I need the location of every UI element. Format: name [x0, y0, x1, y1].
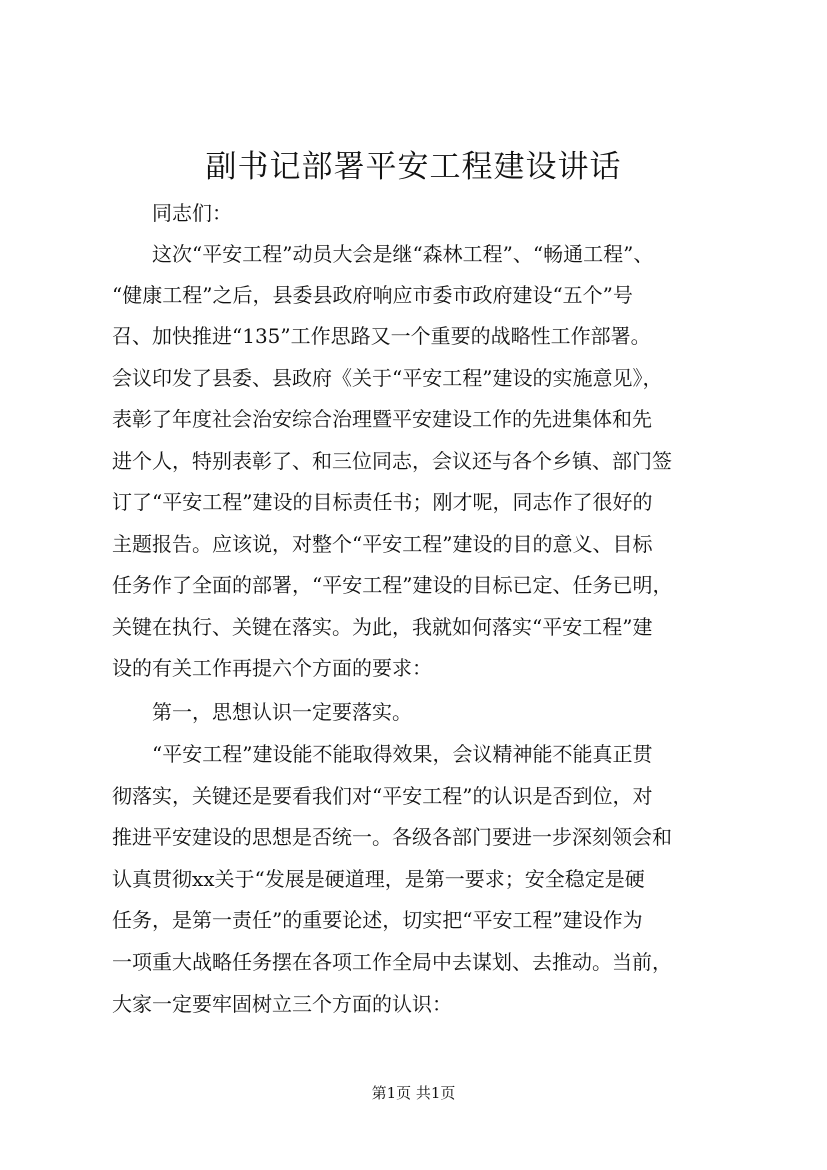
paragraph-line: 会议印发了县委、县政府《关于“平安工程”建设的实施意见》， — [112, 366, 663, 390]
paragraph-line: 设的有关工作再提六个方面的要求： — [112, 656, 432, 680]
section-heading: 第一，思想认识一定要落实。 — [152, 700, 412, 724]
paragraph-line: 推进平安建设的思想是否统一。各级各部门要进一步深刻领会和 — [112, 825, 672, 849]
page-number-footer: 第1页 共1页 — [371, 1084, 456, 1102]
paragraph-line: 一项重大战略任务摆在各项工作全局中去谋划、去推动。当前， — [112, 950, 672, 974]
paragraph-line: 关键在执行、关键在落实。为此，我就如何落实“平安工程”建 — [112, 615, 653, 639]
paragraph-line: 订了“平安工程”建设的目标责任书；刚才呢，同志作了很好的 — [112, 490, 653, 514]
paragraph-line: 彻落实，关键还是要看我们对“平安工程”的认识是否到位，对 — [112, 784, 653, 808]
paragraph-line: 主题报告。应该说，对整个“平安工程”建设的目的意义、目标 — [112, 532, 653, 556]
paragraph-line: “健康工程”之后，县委县政府响应市委市政府建设“五个”号 — [112, 283, 633, 307]
paragraph-line: 任务作了全面的部署，“平安工程”建设的目标已定、任务已明， — [112, 573, 673, 597]
paragraph-line: 表彰了年度社会治安综合治理暨平安建设工作的先进集体和先 — [112, 407, 652, 431]
paragraph-line: 认真贯彻xx关于“发展是硬道理，是第一要求；安全稳定是硬 — [112, 867, 645, 891]
paragraph-line: 大家一定要牢固树立三个方面的认识： — [112, 992, 452, 1016]
paragraph-line: 召、加快推进“135”工作思路又一个重要的战略性工作部署。 — [112, 324, 651, 348]
paragraph-line: 进个人，特别表彰了、和三位同志，会议还与各个乡镇、部门签 — [112, 449, 672, 473]
salutation: 同志们： — [152, 201, 232, 225]
paragraph-line: “平安工程”建设能不能取得效果，会议精神能不能真正贯 — [152, 742, 653, 766]
document-title: 副书记部署平安工程建设讲话 — [205, 149, 622, 185]
paragraph-line: 这次“平安工程”动员大会是继“森林工程”、“畅通工程”、 — [152, 242, 654, 266]
paragraph-line: 任务，是第一责任”的重要论述，切实把“平安工程”建设作为 — [112, 908, 643, 932]
